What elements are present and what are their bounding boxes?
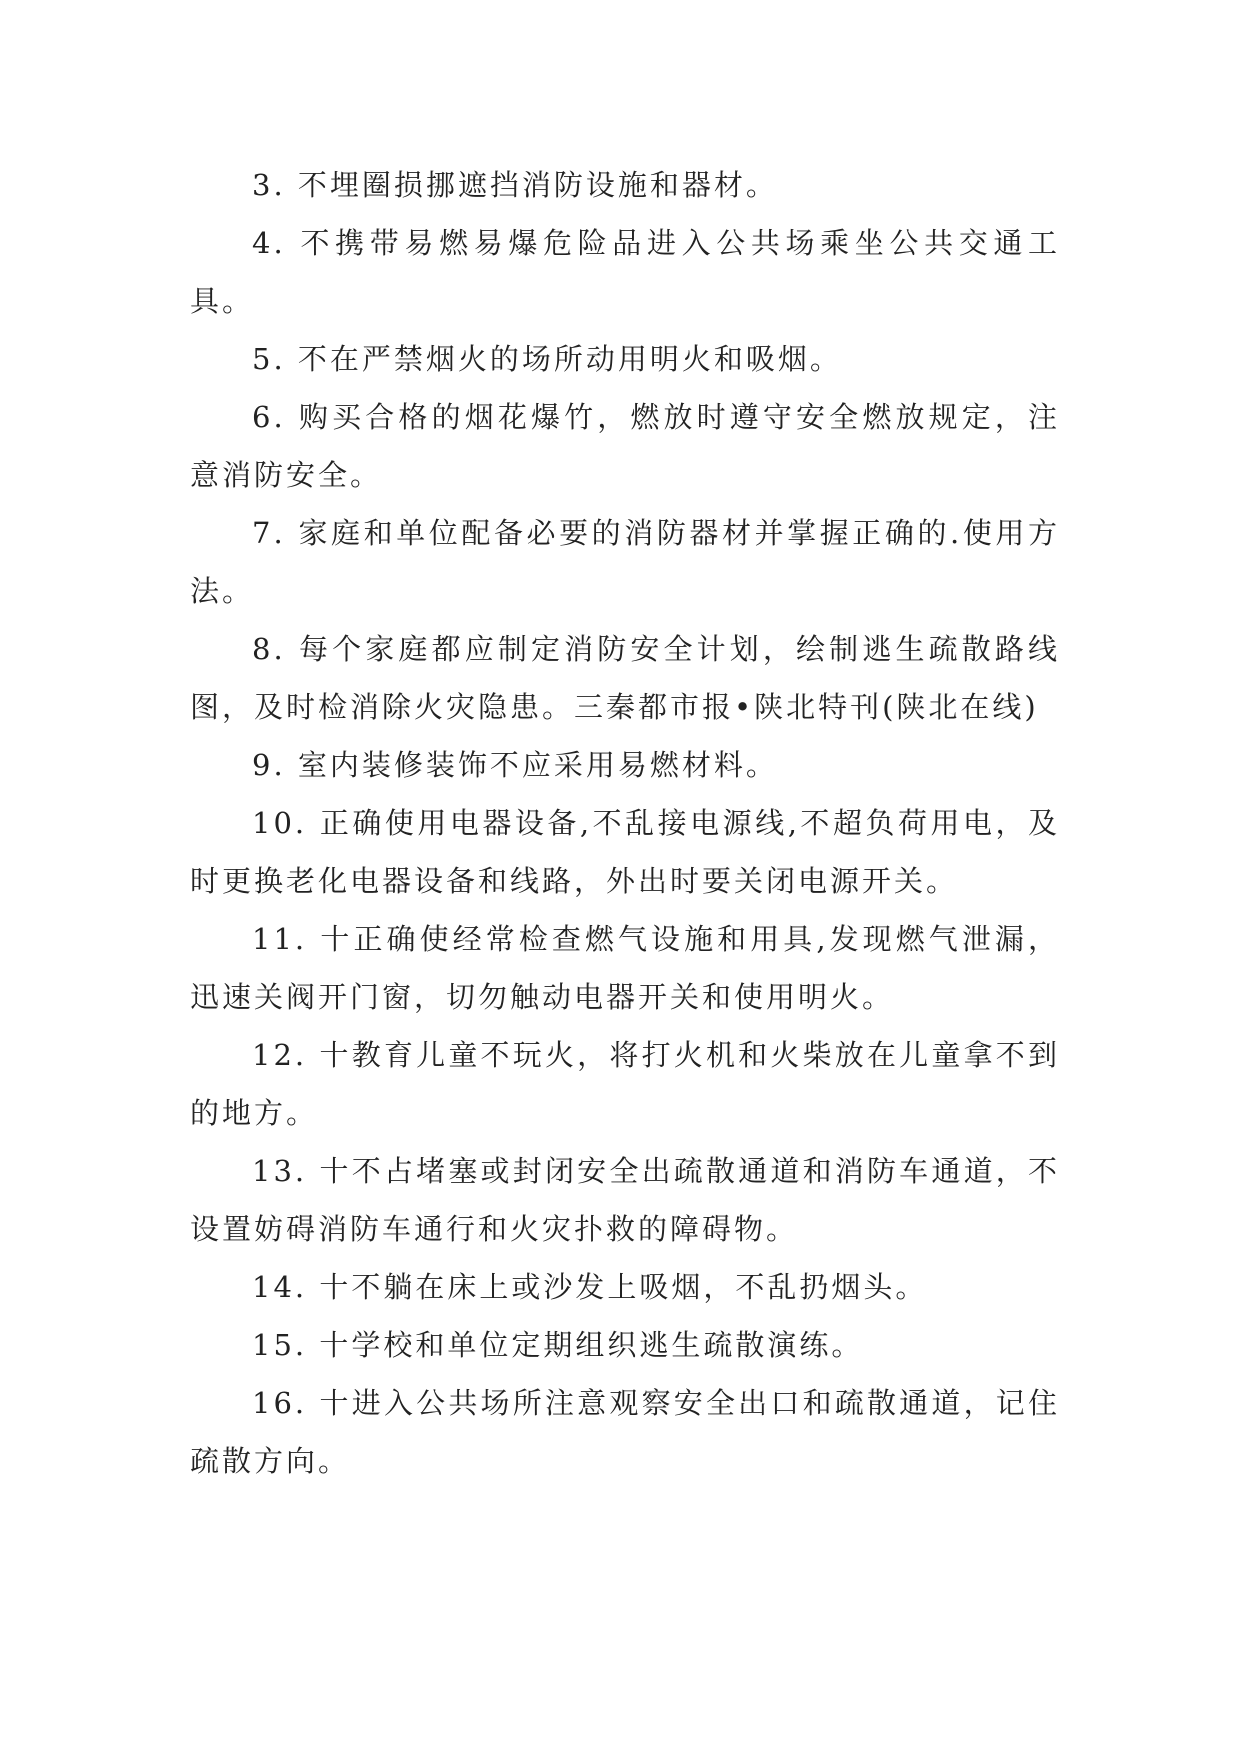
- paragraph-item-8: 8. 每个家庭都应制定消防安全计划，绘制逃生疏散路线图，及时检消除火灾隐患。三秦都市报•陕北特刊(陕北在线): [190, 632, 1060, 724]
- paragraph-item-9: 9. 室内装修装饰不应采用易燃材料。: [252, 748, 778, 782]
- paragraph-item-16: 16. 十进入公共场所注意观察安全出口和疏散通道，记住疏散方向。: [190, 1386, 1060, 1478]
- paragraph-item-10: 10. 正确使用电器设备,不乱接电源线,不超负荷用电，及时更换老化电器设备和线路，外出时要关闭电源开关。: [190, 806, 1060, 898]
- paragraph-item-6: 6. 购买合格的烟花爆竹，燃放时遵守安全燃放规定，注意消防安全。: [190, 400, 1060, 492]
- paragraph-item-12: 12. 十教育儿童不玩火，将打火机和火柴放在儿童拿不到的地方。: [190, 1038, 1060, 1130]
- paragraph-item-11: 11. 十正确使经常检查燃气设施和用具,发现燃气泄漏，迅速关阀开门窗，切勿触动电器开关和使用明火。: [190, 922, 1060, 1014]
- paragraph-item-14: 14. 十不躺在床上或沙发上吸烟，不乱扔烟头。: [252, 1270, 928, 1304]
- document-page: [190, 156, 1060, 1490]
- paragraph-item-5: 5. 不在严禁烟火的场所动用明火和吸烟。: [252, 342, 842, 376]
- paragraph-item-15: 15. 十学校和单位定期组织逃生疏散演练。: [252, 1328, 864, 1362]
- paragraph-item-7: 7. 家庭和单位配备必要的消防器材并掌握正确的.使用方法。: [190, 516, 1060, 608]
- paragraph-item-4: 4. 不携带易燃易爆危险品进入公共场乘坐公共交通工具。: [190, 226, 1060, 318]
- paragraph-item-3: 3. 不埋圈损挪遮挡消防设施和器材。: [252, 168, 778, 202]
- paragraph-item-13: 13. 十不占堵塞或封闭安全出疏散通道和消防车通道，不设置妨碍消防车通行和火灾扑救的障碍物。: [190, 1154, 1060, 1246]
